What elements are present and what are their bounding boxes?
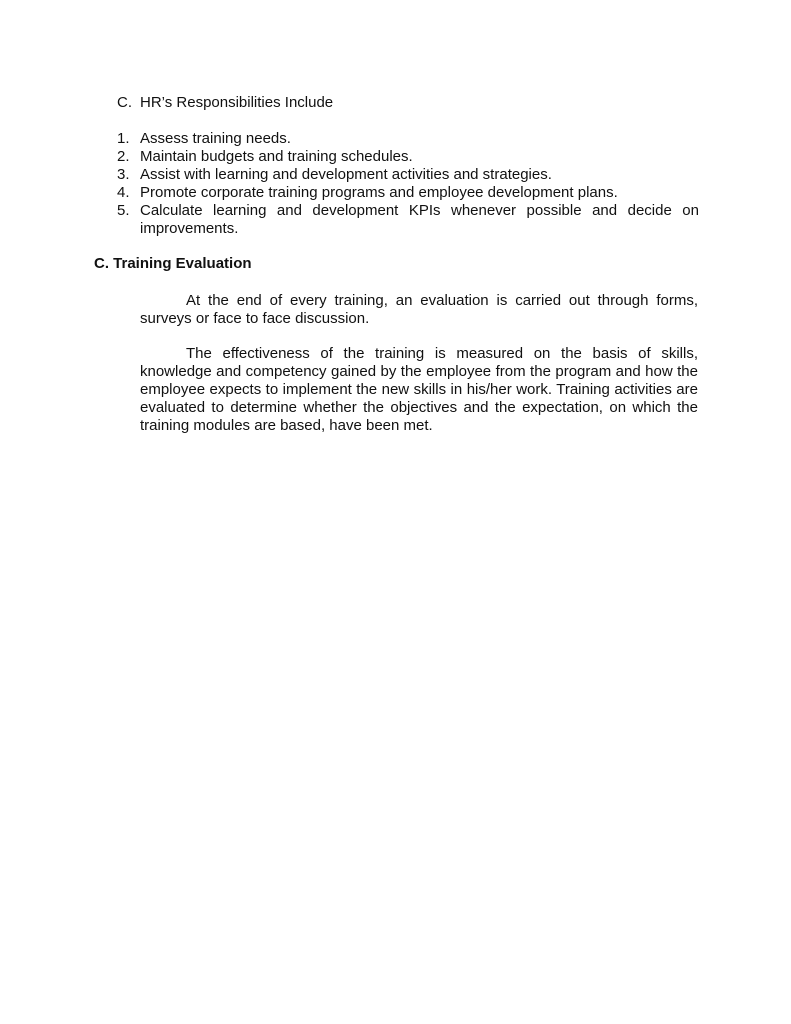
list-item-number: 3. xyxy=(117,166,130,183)
list-item xyxy=(117,166,699,184)
evaluation-paragraph-1: At the end of every training, an evaluation is carried out through forms, surveys or face to face discussion. xyxy=(140,292,698,327)
list-item xyxy=(117,184,699,202)
list-item-number: 4. xyxy=(117,184,130,201)
responsibilities-heading xyxy=(117,94,333,112)
training-evaluation-heading: C. Training Evaluation xyxy=(94,255,252,272)
list-item xyxy=(117,130,699,148)
responsibilities-heading-text: HR’s Responsibilities Include xyxy=(140,94,334,111)
list-item xyxy=(117,202,699,238)
list-item-number: 1. xyxy=(117,130,130,147)
responsibilities-list xyxy=(117,130,699,238)
list-item-number: 2. xyxy=(117,148,130,165)
list-item-text: Assist with learning and development activities and strategies. xyxy=(140,166,552,183)
list-item-number: 5. xyxy=(117,202,130,219)
list-item xyxy=(117,148,699,166)
list-item-text: Promote corporate training programs and employee development plans. xyxy=(140,184,618,201)
list-item-text: Calculate learning and development KPIs whenever possible and decide on improvements. xyxy=(140,202,699,237)
list-item-text: Assess training needs. xyxy=(140,130,291,147)
list-item-text: Maintain budgets and training schedules. xyxy=(140,148,413,165)
responsibilities-heading-letter: C. xyxy=(117,94,132,111)
evaluation-paragraph-2: The effectiveness of the training is measured on the basis of skills, knowledge and competency gained by the employee from the program and how the employee expects to implement the new skills in his/her work. Training activities are evaluated to determine whether the objectives and the expectation, on which the training modules are based, have been met. xyxy=(140,345,698,434)
